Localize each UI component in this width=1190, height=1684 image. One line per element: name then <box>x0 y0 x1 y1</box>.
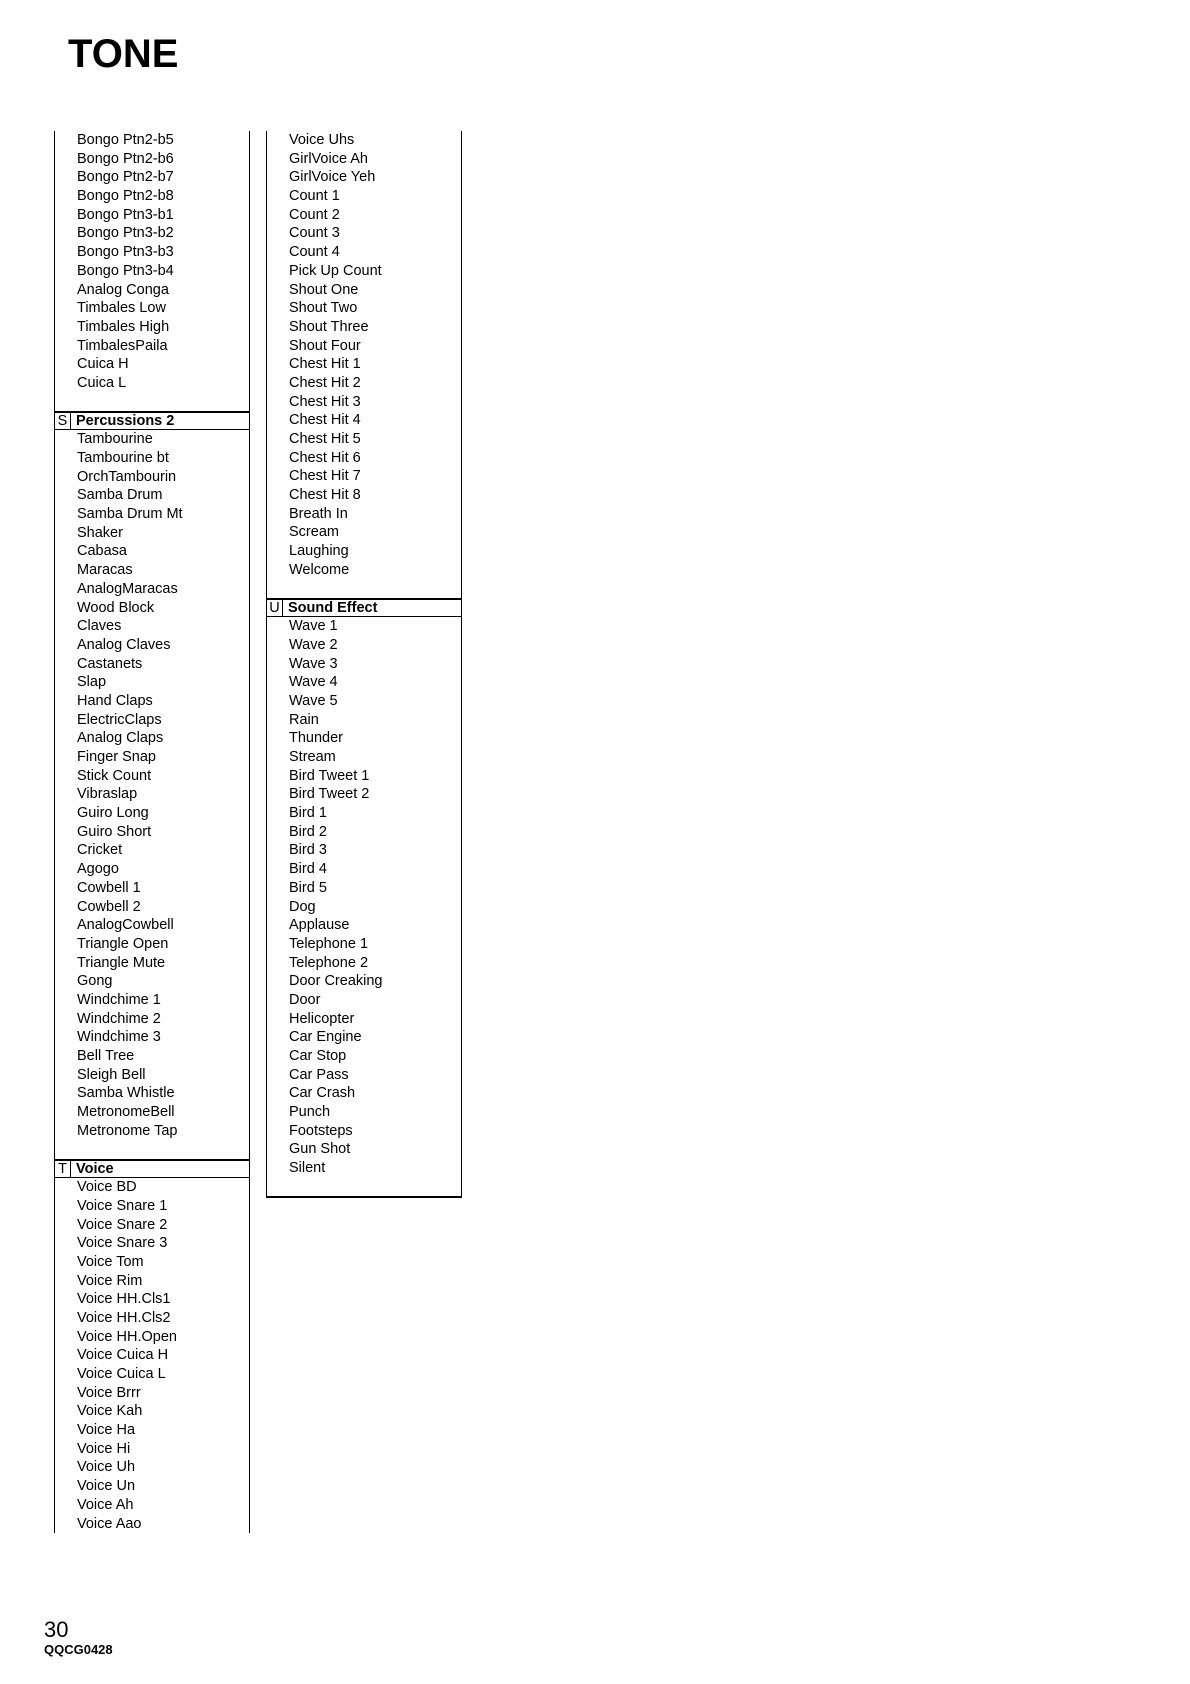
tone-item: Door <box>289 991 321 1008</box>
tone-item: Shout Two <box>289 300 358 317</box>
tone-item: Bongo Ptn3-b4 <box>77 262 174 279</box>
tone-item: Laughing <box>289 543 349 560</box>
tone-item: Windchime 1 <box>77 991 161 1008</box>
tone-item: Voice Brrr <box>77 1384 141 1401</box>
tone-item: Count 3 <box>289 225 340 242</box>
tone-item: Voice Uh <box>77 1459 136 1476</box>
tone-item: Chest Hit 5 <box>289 431 361 447</box>
tone-item: Voice Un <box>77 1478 136 1495</box>
tone-list-column-2 <box>266 131 462 1198</box>
tone-item: Chest Hit 1 <box>289 356 361 373</box>
tone-item: Bongo Ptn2-b8 <box>77 188 174 205</box>
tone-item: Bongo Ptn2-b7 <box>77 169 174 186</box>
tone-item: Timbales High <box>77 318 170 335</box>
tone-item: Door Creaking <box>289 973 383 990</box>
tone-item: Metronome Tap <box>77 1122 178 1139</box>
tone-item: Thunder <box>289 730 344 747</box>
tone-item: Stick Count <box>77 767 152 784</box>
tone-item: Samba Whistle <box>77 1085 175 1102</box>
tone-item: Voice Snare 2 <box>77 1216 168 1233</box>
tone-item: Cuica L <box>77 374 127 391</box>
tone-item: Maracas <box>77 562 133 579</box>
tone-item: Voice Cuica H <box>77 1347 169 1364</box>
tone-item: MetronomeBell <box>77 1104 175 1121</box>
tone-item: OrchTambourin <box>77 468 177 485</box>
tone-item: Voice HH.Open <box>77 1328 177 1345</box>
document-code: QQCG0428 <box>44 1642 113 1657</box>
list-spacer <box>267 580 461 599</box>
tone-item: Bird Tweet 2 <box>289 786 370 803</box>
tone-item: Bird 2 <box>289 823 327 840</box>
tone-item: Wood Block <box>77 599 155 616</box>
tone-item: Voice Ha <box>77 1422 136 1439</box>
tone-item: Wave 2 <box>289 636 338 653</box>
tone-item: Samba Drum Mt <box>77 506 183 523</box>
tone-item: Bongo Ptn3-b3 <box>77 244 174 261</box>
category-label: Sound Effect <box>288 600 378 617</box>
list-spacer <box>55 393 249 412</box>
tone-item: Gun Shot <box>289 1141 351 1158</box>
tone-item: GirlVoice Ah <box>289 150 368 167</box>
tone-item: Finger Snap <box>77 749 156 765</box>
tone-item: Chest Hit 2 <box>289 374 361 391</box>
list-spacer <box>55 1140 249 1159</box>
tone-item: Windchime 2 <box>77 1010 161 1027</box>
tone-item: Voice Snare 3 <box>77 1235 168 1252</box>
tone-item: Cuica H <box>77 356 129 373</box>
tone-item: Count 1 <box>289 188 340 205</box>
tone-item: Slap <box>77 674 107 691</box>
tone-item: Bongo Ptn2-b6 <box>77 150 174 167</box>
page-title: TONE <box>68 32 179 76</box>
tone-item: Applause <box>289 917 350 934</box>
tone-item: Vibraslap <box>77 786 138 803</box>
tone-item: Count 4 <box>289 244 340 261</box>
tone-item: Bird 3 <box>289 842 327 859</box>
tone-item: Telephone 2 <box>289 954 369 971</box>
tone-item: Car Crash <box>289 1085 356 1102</box>
tone-item: Shout Three <box>289 318 369 335</box>
page-number: 30 <box>44 1617 69 1642</box>
tone-item: Sleigh Bell <box>77 1066 146 1083</box>
tone-item: Car Engine <box>289 1029 362 1046</box>
tone-item: Voice Tom <box>77 1253 144 1270</box>
tone-list <box>267 131 461 1178</box>
tone-item: Voice Kah <box>77 1403 143 1420</box>
tone-item: Pick Up Count <box>289 262 382 279</box>
category-letter: T <box>55 1161 71 1177</box>
tone-category-header <box>267 598 461 617</box>
tone-item: Bongo Ptn2-b5 <box>77 132 174 148</box>
tone-item: Chest Hit 3 <box>289 393 361 410</box>
tone-item: Shout One <box>289 281 359 298</box>
tone-item: Guiro Short <box>77 823 152 840</box>
tone-item: Bongo Ptn3-b1 <box>77 206 174 223</box>
tone-item: Voice Rim <box>77 1272 143 1289</box>
tone-item: Breath In <box>289 505 348 522</box>
tone-item: Footsteps <box>289 1122 353 1139</box>
tone-item: Gong <box>77 973 113 990</box>
tone-item: Stream <box>289 749 336 765</box>
tone-list-column-1 <box>54 131 250 1533</box>
tone-item: Chest Hit 4 <box>289 412 361 429</box>
tone-item: Wave 3 <box>289 655 338 672</box>
tone-item: Count 2 <box>289 206 340 223</box>
tone-item: Bell Tree <box>77 1048 135 1064</box>
tone-item: Shout Four <box>289 337 361 354</box>
tone-item: Wave 5 <box>289 692 338 709</box>
tone-item: AnalogCowbell <box>77 917 174 934</box>
tone-item: Timbales Low <box>77 300 166 317</box>
tone-item: Voice Hi <box>77 1440 131 1457</box>
tone-item: Samba Drum <box>77 487 163 504</box>
tone-item: Bird Tweet 1 <box>289 767 370 784</box>
tone-item: Bird 5 <box>289 879 327 896</box>
tone-item: Scream <box>289 524 339 541</box>
tone-item: AnalogMaracas <box>77 580 178 597</box>
tone-item: Voice HH.Cls2 <box>77 1309 171 1326</box>
tone-item: Analog Claves <box>77 636 171 653</box>
tone-item: Bird 4 <box>289 861 327 878</box>
tone-item: Voice Ah <box>77 1496 134 1513</box>
tone-item: Bongo Ptn3-b2 <box>77 225 174 242</box>
tone-item: Rain <box>289 711 319 728</box>
tone-item: Chest Hit 8 <box>289 487 361 504</box>
tone-item: Wave 4 <box>289 674 338 691</box>
tone-item: Chest Hit 7 <box>289 468 361 485</box>
tone-item: Claves <box>77 618 122 635</box>
tone-item: Analog Conga <box>77 281 169 298</box>
tone-item: Castanets <box>77 655 143 672</box>
tone-item: Windchime 3 <box>77 1029 161 1046</box>
tone-item: Silent <box>289 1160 326 1177</box>
tone-item: Agogo <box>77 861 119 878</box>
tone-item: Dog <box>289 898 316 915</box>
category-label: Voice <box>76 1161 114 1178</box>
category-letter: U <box>267 600 283 616</box>
tone-category-header <box>55 1159 249 1178</box>
tone-item: Cowbell 2 <box>77 898 141 915</box>
tone-item: Voice Uhs <box>289 132 355 148</box>
tone-category-header <box>55 411 249 430</box>
category-letter: S <box>55 413 71 429</box>
tone-item: Voice HH.Cls1 <box>77 1291 171 1308</box>
tone-item: Welcome <box>289 561 350 578</box>
tone-item: Tambourine <box>77 431 153 448</box>
tone-item: Voice BD <box>77 1179 137 1196</box>
tone-item: Bird 1 <box>289 805 327 822</box>
tone-item: Cricket <box>77 842 123 859</box>
tone-item: Analog Claps <box>77 730 164 747</box>
tone-item: Voice Aao <box>77 1515 142 1532</box>
tone-item: Helicopter <box>289 1010 355 1027</box>
tone-item: Cowbell 1 <box>77 879 141 896</box>
tone-item: Car Stop <box>289 1048 347 1064</box>
tone-item: TimbalesPaila <box>77 337 168 354</box>
tone-item: Chest Hit 6 <box>289 449 361 466</box>
tone-item: Punch <box>289 1104 331 1121</box>
tone-item: Triangle Mute <box>77 954 166 971</box>
tone-item: Voice Cuica L <box>77 1366 166 1382</box>
category-label: Percussions 2 <box>76 413 175 430</box>
tone-item: Triangle Open <box>77 935 169 952</box>
tone-item: ElectricClaps <box>77 711 162 728</box>
tone-item: GirlVoice Yeh <box>289 169 376 186</box>
tone-item: Hand Claps <box>77 692 153 709</box>
tone-list <box>55 131 249 1533</box>
tone-item: Shaker <box>77 524 123 541</box>
tone-item: Car Pass <box>289 1066 349 1083</box>
tone-item: Voice Snare 1 <box>77 1197 168 1214</box>
tone-item: Tambourine bt <box>77 450 169 466</box>
tone-item: Wave 1 <box>289 618 338 635</box>
tone-item: Cabasa <box>77 543 127 560</box>
tone-item: Guiro Long <box>77 805 149 822</box>
tone-item: Telephone 1 <box>289 935 369 952</box>
